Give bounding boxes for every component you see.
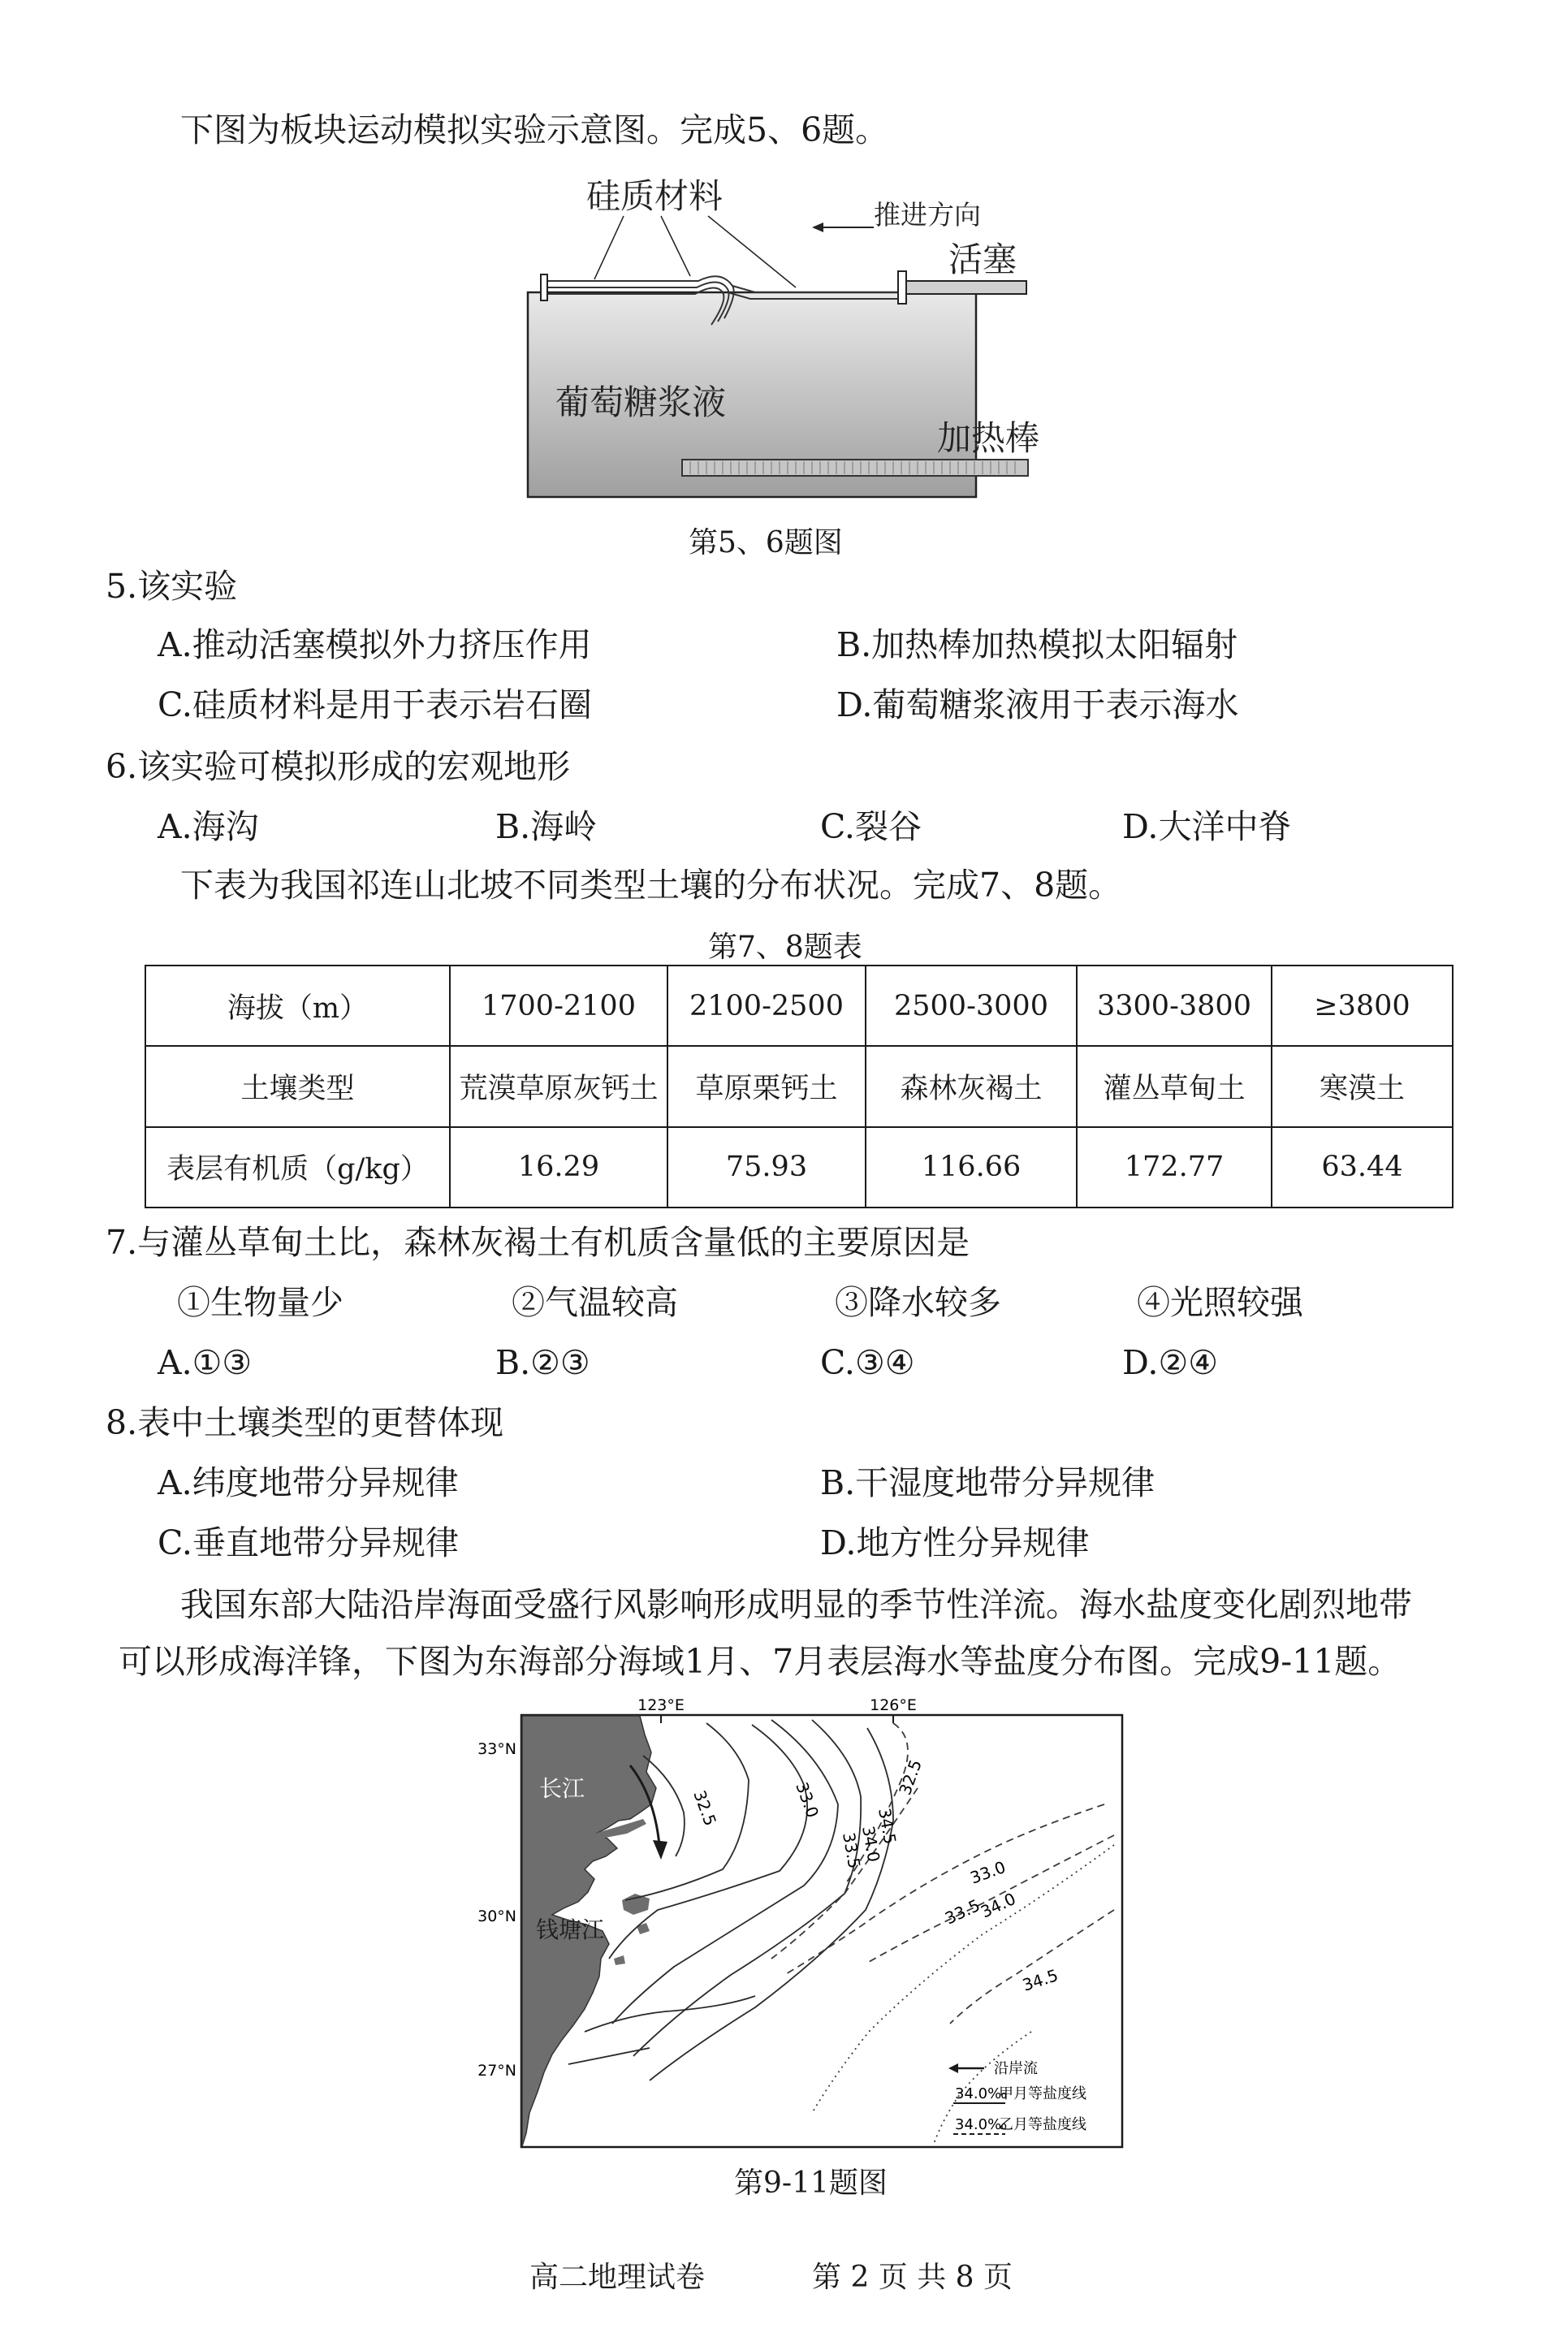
solid-label-34-5: 34.5 — [875, 1806, 901, 1846]
q8-option-d: D.地方性分异规律 — [820, 1523, 1090, 1562]
legend-current-label: 沿岸流 — [994, 2060, 1038, 2077]
figure1-caption: 第5、6题图 — [689, 526, 843, 559]
q7-item-3: ③降水较多 — [835, 1283, 1001, 1322]
table-cell: 75.93 — [667, 1127, 866, 1208]
legend-b-value: 34.0‰ — [955, 2116, 1008, 2133]
dashed-label-33-0: 33.0 — [967, 1856, 1009, 1888]
dashed-label-32-5: 32.5 — [895, 1756, 926, 1798]
piston-rod — [906, 281, 1026, 294]
q7-option-b: B.②③ — [495, 1343, 590, 1382]
label-piston: 活塞 — [948, 240, 1017, 279]
lat-label-27: 27°N — [477, 2062, 516, 2080]
solid-label-33-5: 33.5 — [839, 1830, 865, 1870]
lon-label-126: 126°E — [870, 1696, 917, 1714]
table-cell: 2100-2500 — [667, 966, 866, 1046]
dashed-label-33-5: 33.5 — [941, 1894, 983, 1929]
q8-stem: 8.表中土壤类型的更替体现 — [106, 1403, 504, 1442]
legend-a-value: 34.0‰ — [955, 2085, 1008, 2102]
table-cell: 荒漠草原灰钙土 — [450, 1046, 667, 1126]
q5-option-c: C.硅质材料是用于表示岩石圈 — [158, 685, 592, 724]
piston-head — [898, 271, 906, 304]
q6-option-d: D.大洋中脊 — [1122, 807, 1292, 846]
footer-page: 第 2 页 共 8 页 — [812, 2261, 1013, 2294]
dashed-label-34-5: 34.5 — [1020, 1965, 1060, 1995]
q6-stem: 6.该实验可模拟形成的宏观地形 — [106, 747, 571, 786]
label-qiantangjiang: 钱塘江 — [536, 1916, 605, 1943]
q7-item-2: ②气温较高 — [512, 1283, 678, 1322]
q7-option-a: A.①③ — [158, 1343, 253, 1382]
figure2-caption: 第9-11题图 — [734, 2167, 888, 2200]
salinity-map — [463, 1691, 1129, 2154]
q7-option-c: C.③④ — [820, 1343, 915, 1382]
table-cell: 63.44 — [1272, 1127, 1453, 1208]
lat-label-30: 30°N — [477, 1907, 516, 1925]
q7-item-1: ①生物量少 — [177, 1283, 343, 1322]
q8-option-c: C.垂直地带分异规律 — [158, 1523, 459, 1562]
q5-option-d: D.葡萄糖浆液用于表示海水 — [836, 685, 1239, 724]
lon-label-123: 123°E — [637, 1696, 685, 1714]
dashed-label-34-0: 34.0 — [977, 1888, 1019, 1922]
table-cell: 森林灰褐土 — [866, 1046, 1077, 1126]
solid-label-32-5: 32.5 — [689, 1787, 721, 1829]
solid-label-34-0: 34.0 — [858, 1824, 884, 1864]
q5-option-b: B.加热棒加热模拟太阳辐射 — [836, 625, 1238, 664]
q6-option-a: A.海沟 — [158, 807, 259, 846]
intro-text-2: 下表为我国祁连山北坡不同类型土壤的分布状况。完成7、8题。 — [180, 866, 1122, 905]
table-cell: 1700-2100 — [450, 966, 667, 1046]
footer-subject: 高二地理试卷 — [529, 2261, 706, 2294]
table-cell: 草原栗钙土 — [667, 1046, 866, 1126]
soil-table — [145, 965, 1454, 1208]
q8-option-a: A.纬度地带分异规律 — [158, 1463, 459, 1502]
table-cell: 3300-3800 — [1077, 966, 1272, 1046]
q7-stem: 7.与灌丛草甸土比，森林灰褐土有机质含量低的主要原因是 — [106, 1223, 970, 1262]
label-changjiang: 长江 — [539, 1775, 585, 1802]
intro-text-1: 下图为板块运动模拟实验示意图。完成5、6题。 — [180, 110, 889, 149]
intro-text-3-line2: 可以形成海洋锋，下图为东海部分海域1月、7月表层海水等盐度分布图。完成9-11题。 — [119, 1642, 1402, 1681]
q5-stem: 5.该实验 — [106, 567, 238, 606]
solid-label-33-0: 33.0 — [792, 1779, 823, 1821]
table-cell: 172.77 — [1077, 1127, 1272, 1208]
table-cell: 海拔（m） — [145, 966, 450, 1046]
table-row — [145, 1127, 1453, 1208]
q7-item-4: ④光照较强 — [1137, 1283, 1303, 1322]
label-silica: 硅质材料 — [585, 179, 724, 216]
label-heater: 加热棒 — [937, 418, 1039, 458]
table-cell: 土壤类型 — [145, 1046, 450, 1126]
table-cell: 寒漠土 — [1272, 1046, 1453, 1126]
q6-option-b: B.海岭 — [495, 807, 598, 846]
table-cell: 2500-3000 — [866, 966, 1077, 1046]
q7-option-d: D.②④ — [1122, 1343, 1218, 1382]
experiment-figure — [520, 179, 1039, 512]
lat-label-33: 33°N — [477, 1740, 516, 1758]
q6-option-c: C.裂谷 — [820, 807, 922, 846]
table-cell: 表层有机质（g/kg） — [145, 1127, 450, 1208]
legend-a-text: 甲月等盐度线 — [999, 2085, 1086, 2102]
intro-text-3-line1: 我国东部大陆沿岸海面受盛行风影响形成明显的季节性洋流。海水盐度变化剧烈地带 — [180, 1585, 1412, 1624]
table-row — [145, 966, 1453, 1046]
table-cell: ≥3800 — [1272, 966, 1453, 1046]
legend-b-text: 乙月等盐度线 — [999, 2116, 1086, 2133]
left-end-cap — [541, 274, 547, 300]
table-caption: 第7、8题表 — [708, 931, 862, 964]
table-cell: 16.29 — [450, 1127, 667, 1208]
table-cell: 灌丛草甸土 — [1077, 1046, 1272, 1126]
q8-option-b: B.干湿度地带分异规律 — [820, 1463, 1155, 1502]
heating-rod — [682, 460, 1028, 476]
label-direction: 推进方向 — [874, 199, 981, 231]
table-row — [145, 1046, 1453, 1126]
q5-option-a: A.推动活塞模拟外力挤压作用 — [158, 625, 592, 664]
table-cell: 116.66 — [866, 1127, 1077, 1208]
label-syrup: 葡萄糖浆液 — [555, 382, 727, 422]
